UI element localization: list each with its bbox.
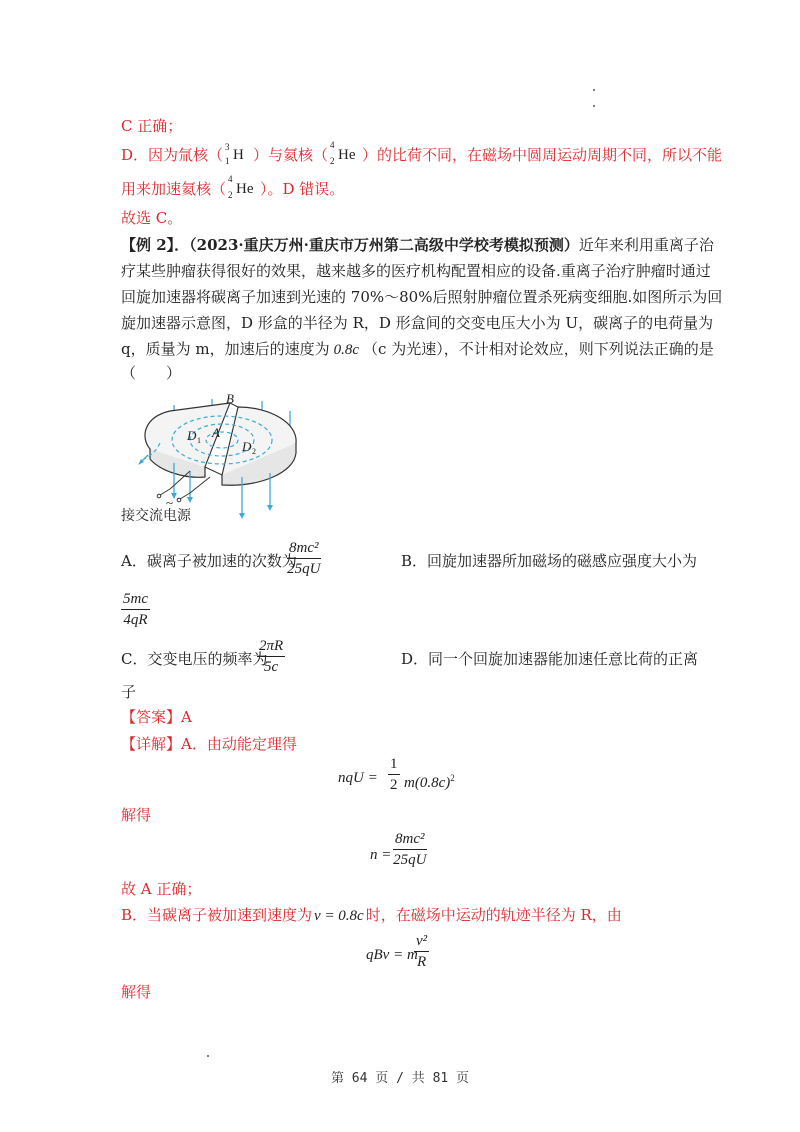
option-a-numerator: 8mc² — [289, 540, 319, 556]
option-c-text: C．交变电压的频率为 — [121, 650, 268, 668]
helium-symbol: He — [338, 147, 356, 163]
eq3-left: qBv = m — [366, 947, 418, 963]
helium-symbol: He — [236, 181, 254, 197]
figure-caption: 接交流电源 — [121, 508, 191, 524]
b-suffix: 时，在磁场中运动的轨迹半径为 R，由 — [365, 906, 622, 924]
helium-charge-number: 2 — [330, 156, 335, 166]
detail-b-line — [121, 905, 622, 926]
b-speed-eq: v = 0.8c — [314, 908, 364, 924]
d-rest: ）的比荷不同，在磁场中圆周运动周期不同，所以不能 — [362, 146, 723, 164]
eq2-left: n = — [370, 847, 392, 863]
solve-line-1: 解得 — [121, 806, 152, 824]
tritium-charge-number: 1 — [225, 156, 230, 166]
option-b-text: B．回旋加速器所加磁场的磁感应强度大小为 — [401, 552, 698, 570]
example-header-line — [121, 235, 714, 255]
option-c-denominator: 5c — [264, 659, 279, 675]
d-explanation-line — [121, 140, 723, 166]
option-a-text: A．碳离子被加速的次数为 — [121, 552, 297, 570]
eq1-fraction — [388, 755, 400, 794]
answer-bracket: （ ） — [121, 364, 182, 382]
cyclotron-diagram — [130, 385, 310, 520]
b-prefix: B．当碳离子被加速到速度为 — [121, 906, 313, 924]
option-b-numerator: 5mc — [123, 591, 148, 607]
eq3-numerator: v² — [416, 933, 428, 949]
solve-line-2: 解得 — [121, 983, 152, 1001]
option-d-text: D．同一个回旋加速器能加速任意比荷的正离 — [401, 650, 699, 668]
helium-nuclide — [328, 140, 362, 166]
eq3-denominator: R — [416, 954, 427, 970]
helium-nuclide-2 — [226, 174, 260, 200]
eq2-fraction — [393, 830, 427, 869]
option-c-numerator: 2πR — [259, 638, 284, 654]
c-correct-line: C 正确； — [121, 117, 183, 135]
d-prefix: D．因为氚核（ — [121, 146, 224, 164]
page-mark-dot — [593, 105, 595, 107]
d-cont-prefix: 用来加速氦核（ — [121, 180, 227, 198]
example-line-5-text: q，质量为 m，加速后的速度为 — [121, 340, 330, 358]
detail-a-line — [121, 734, 297, 754]
page-mark-dot — [207, 1055, 209, 1057]
label-a: A — [212, 425, 220, 440]
helium-mass-number: 4 — [330, 140, 335, 150]
tritium-symbol: H — [233, 147, 244, 163]
answer-line: 【答案】A — [121, 708, 192, 726]
eq1-left: nqU = — [338, 770, 378, 786]
option-a-denominator: 25qU — [287, 561, 321, 577]
eq1-denominator: 2 — [390, 777, 398, 793]
tritium-mass-number: 3 — [225, 142, 230, 152]
eq2-denominator: 25qU — [393, 852, 427, 868]
label-d1-sub: 1 — [197, 436, 201, 445]
eq3-fraction — [414, 932, 429, 971]
example-line-4: 旋加速器示意图，D 形盒的半径为 R，D 形盒间的交变电压大小为 U，碳离子的电荷量为 — [121, 314, 714, 332]
option-a-fraction — [287, 539, 321, 578]
label-d2-sub: 2 — [252, 447, 256, 456]
example-line-5 — [121, 339, 714, 360]
label-b: B — [226, 391, 234, 406]
d-continuation-line — [121, 174, 345, 200]
eq1-numerator: 1 — [390, 756, 398, 772]
example-line-5-tail: （c 为光速），不计相对论效应，则下列说法正确的是 — [363, 340, 714, 358]
a-correct-line: 故 A 正确； — [121, 880, 202, 898]
example-line-1: 近年来利用重离子治 — [578, 236, 714, 254]
label-d1: D — [187, 428, 197, 443]
detail-label: 【详解】 — [121, 735, 182, 753]
eq1-right — [404, 768, 455, 793]
example-label: 【例 2】． — [121, 236, 190, 254]
example-line-3: 回旋加速器将碳离子加速到光速的 70%～80%后照射肿瘤位置杀死病变细胞.如图所示为回 — [121, 288, 723, 306]
page-mark-dot — [593, 89, 595, 91]
speed-expression: 0.8c — [333, 342, 360, 358]
eq2-numerator: 8mc² — [395, 831, 425, 847]
option-d-continuation: 子 — [121, 683, 137, 701]
d-mid: ）与氦核（ — [253, 146, 329, 164]
option-b-denominator: 4qR — [123, 612, 148, 628]
detail-a-text: A．由动能定理得 — [181, 735, 297, 753]
ac-tilde: ~ — [166, 495, 174, 510]
tritium-nuclide — [223, 142, 253, 166]
label-d2: D — [242, 439, 252, 454]
eq1-exponent: 2 — [450, 773, 455, 783]
page-footer: 第 64 页 / 共 81 页 — [330, 1071, 470, 1086]
helium-mass-number: 4 — [228, 174, 233, 184]
choose-c-line: 故选 C。 — [121, 209, 183, 227]
example-source: （2023·重庆万州·重庆市万州第二高级中学校考模拟预测） — [189, 236, 579, 254]
option-c-fraction — [257, 637, 285, 676]
d-cont-suffix: ）。D 错误。 — [260, 180, 345, 198]
example-line-2: 疗某些肿瘤获得很好的效果，越来越多的医疗机构配置相应的设备.重离子治疗肿瘤时通过 — [121, 262, 711, 280]
option-b-fraction — [121, 590, 150, 629]
eq1-right-text: m(0.8c) — [404, 775, 451, 791]
helium-charge-number: 2 — [228, 190, 233, 200]
